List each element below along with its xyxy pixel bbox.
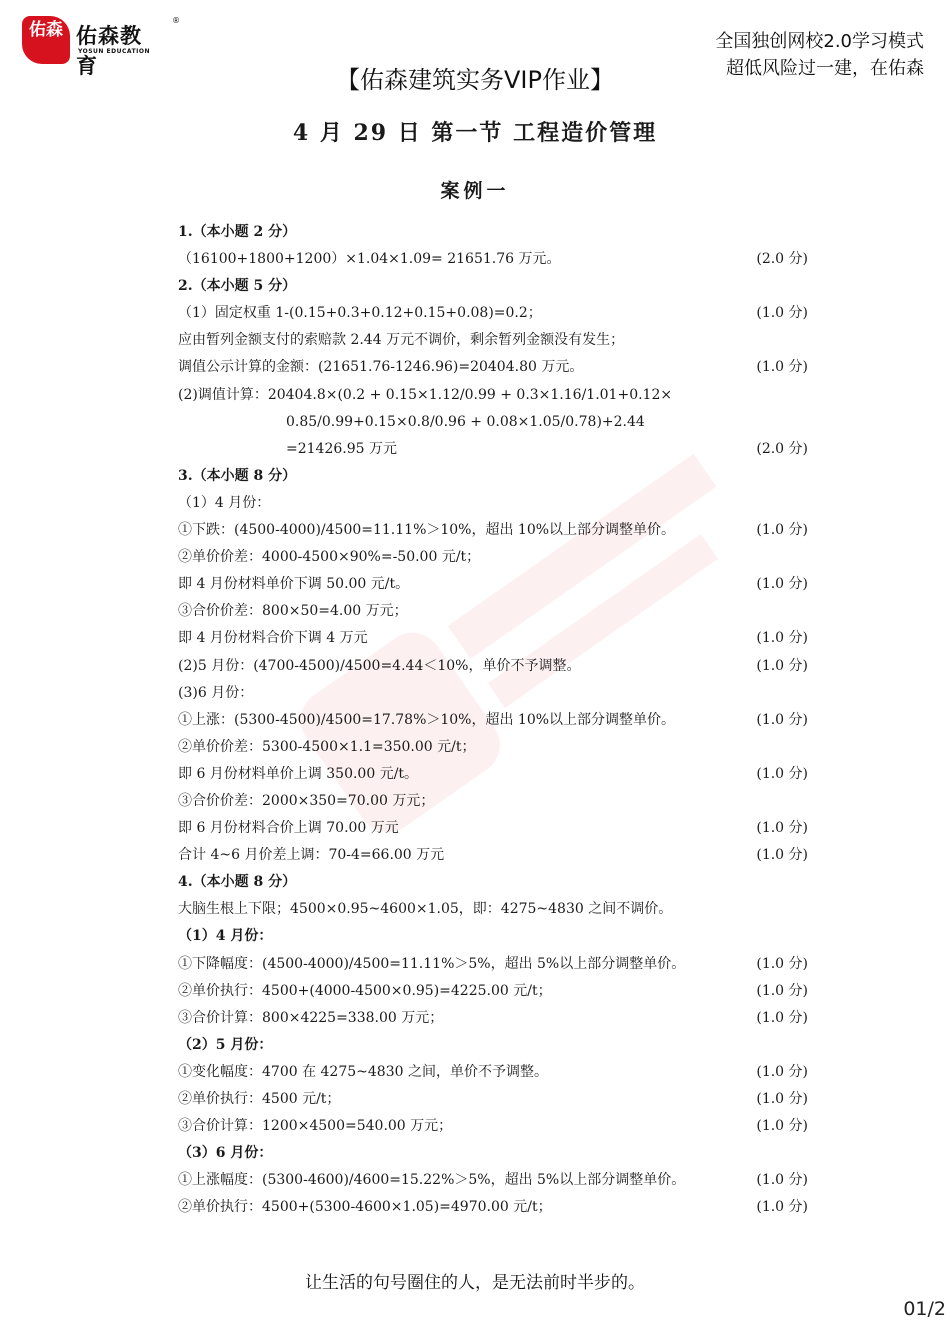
- line-text: ②单价执行：4500+(4000-4500×0.95)=4225.00 元/t；: [178, 982, 552, 999]
- answer-line: [178, 625, 818, 652]
- line-score: (1.0 分): [756, 1063, 808, 1080]
- brand-name-en: YOSUN EDUCATION: [78, 48, 151, 55]
- line-score: (1.0 分): [756, 1118, 808, 1135]
- line-text: ②单价执行：4500 元/t；: [178, 1091, 341, 1107]
- answer-line: [178, 463, 818, 490]
- line-text: （1）4 月份：: [178, 928, 273, 945]
- slogan-line-1: 全国独创网校2.0学习模式: [715, 31, 924, 52]
- line-text: (3)6 月份：: [178, 684, 254, 701]
- answer-line: [178, 842, 818, 869]
- line-score: (1.0 分): [756, 1199, 808, 1216]
- brand-logo: [22, 16, 180, 78]
- brand-name: 佑森教育: [76, 24, 142, 78]
- line-text: 合计 4~6 月价差上调：70-4=66.00 万元: [178, 847, 445, 864]
- line-text: ②单价执行：4500+(5300-4600×1.05)=4970.00 元/t；: [178, 1199, 552, 1216]
- answer-line: [178, 761, 818, 788]
- line-score: (2.0 分): [756, 440, 808, 457]
- line-text: （16100+1800+1200）×1.04×1.09= 21651.76 万元。: [178, 251, 561, 268]
- page-number: 01/2: [903, 1298, 946, 1320]
- answer-line: [178, 680, 818, 707]
- line-text: =21426.95 万元: [286, 440, 397, 457]
- line-text: ③合价计算：1200×4500=540.00 万元；: [178, 1118, 453, 1135]
- line-text: 0.85/0.99+0.15×0.8/0.96 + 0.08×1.05/0.78)+2.44: [286, 413, 645, 430]
- line-text: 1.（本小题 2 分）: [178, 224, 297, 240]
- line-score: (1.0 分): [756, 820, 808, 837]
- line-text: 调值公示计算的金额：(21651.76-1246.96)=20404.80 万元。: [178, 359, 584, 376]
- line-score: (1.0 分): [756, 1172, 808, 1189]
- answer-line: [178, 246, 818, 273]
- answer-line: [178, 951, 818, 978]
- line-text: ③合价计算：800×4225=338.00 万元；: [178, 1009, 444, 1026]
- line-text: （1）固定权重 1-(0.15+0.3+0.12+0.15+0.08)=0.2；: [178, 305, 542, 322]
- line-text: ③合价价差：2000×350=70.00 万元；: [178, 792, 435, 809]
- line-text: （3）6 月份：: [178, 1145, 273, 1162]
- footer-quote: 让生活的句号圈住的人，是无法前时半步的。: [305, 1273, 645, 1293]
- line-text: 即 6 月份材料合价上调 70.00 万元: [178, 820, 399, 837]
- line-text: 2.（本小题 5 分）: [178, 278, 297, 295]
- answer-line: [178, 788, 818, 815]
- line-score: (1.0 分): [756, 522, 808, 539]
- line-score: (1.0 分): [756, 711, 808, 728]
- answer-line: [178, 1032, 818, 1059]
- answer-line: [178, 1005, 818, 1032]
- line-score: (1.0 分): [756, 1091, 808, 1107]
- answer-line: [178, 923, 818, 950]
- answer-line: [178, 409, 818, 436]
- line-text: (2)调值计算：20404.8×(0.2 + 0.15×1.12/0.99 + 0.3×1.16/1.01+0.12×: [178, 386, 673, 403]
- line-score: (2.0 分): [756, 251, 808, 268]
- answer-line: [178, 300, 818, 327]
- line-score: (1.0 分): [756, 305, 808, 322]
- answer-line: [178, 1086, 818, 1113]
- answer-line: [178, 490, 818, 517]
- page-title: 【佑森建筑实务VIP作业】: [336, 66, 614, 94]
- line-text: 即 4 月份材料合价下调 4 万元: [178, 630, 368, 647]
- answer-line: [178, 219, 818, 246]
- line-text: ①变化幅度：4700 在 4275~4830 之间，单价不予调整。: [178, 1063, 548, 1080]
- answer-line: [178, 978, 818, 1005]
- answer-line: [178, 571, 818, 598]
- line-text: ③合价价差：800×50=4.00 万元；: [178, 603, 408, 620]
- answer-line: [178, 1113, 818, 1140]
- line-text: （2）5 月份：: [178, 1036, 273, 1053]
- line-text: ②单价价差：4000-4500×90%=-50.00 元/t；: [178, 549, 481, 566]
- line-text: 4.（本小题 8 分）: [178, 874, 297, 891]
- line-text: ②单价价差：5300-4500×1.1=350.00 元/t；: [178, 738, 476, 755]
- line-score: (1.0 分): [756, 576, 808, 593]
- answer-line: [178, 598, 818, 625]
- answer-line: [178, 896, 818, 923]
- line-score: (1.0 分): [756, 955, 808, 972]
- line-score: (1.0 分): [756, 847, 808, 864]
- answer-line: [178, 436, 818, 463]
- line-text: 3.（本小题 8 分）: [178, 467, 297, 484]
- answer-body: [178, 219, 818, 1221]
- answer-line: [178, 273, 818, 300]
- answer-line: [178, 517, 818, 544]
- answer-line: [178, 1059, 818, 1086]
- line-text: ①下降幅度：(4500-4000)/4500=11.11%＞5%，超出 5%以上部分调整单价。: [178, 955, 686, 972]
- answer-line: [178, 327, 818, 354]
- answer-line: [178, 544, 818, 571]
- answer-line: [178, 354, 818, 381]
- line-text: 即 6 月份材料单价上调 350.00 元/t。: [178, 765, 419, 782]
- line-text: 即 4 月份材料单价下调 50.00 元/t。: [178, 576, 410, 593]
- line-score: (1.0 分): [756, 982, 808, 999]
- line-text: 大脑生根上下限；4500×0.95~4600×1.05，即：4275~4830 之间不调价。: [178, 901, 673, 918]
- answer-line: [178, 1167, 818, 1194]
- line-score: (1.0 分): [756, 1009, 808, 1026]
- answer-line: [178, 1140, 818, 1167]
- answer-line: [178, 653, 818, 680]
- answer-line: [178, 815, 818, 842]
- line-text: ①下跌：(4500-4000)/4500=11.11%＞10%，超出 10%以上部分调整单价。: [178, 522, 676, 539]
- slogan-line-2: 超低风险过一建，在佑森: [726, 58, 924, 79]
- line-score: (1.0 分): [756, 657, 808, 674]
- answer-line: [178, 382, 818, 409]
- line-score: (1.0 分): [756, 359, 808, 376]
- line-text: ①上涨幅度：(5300-4600)/4600=15.22%＞5%，超出 5%以上部分调整单价。: [178, 1172, 686, 1189]
- answer-line: [178, 707, 818, 734]
- case-title: 案例一: [440, 180, 510, 202]
- section-subtitle: 4 月 29 日 第一节 工程造价管理: [292, 120, 658, 146]
- line-score: (1.0 分): [756, 630, 808, 647]
- answer-line: [178, 869, 818, 896]
- registered-icon: ®: [172, 16, 180, 25]
- line-text: 应由暂列金额支付的索赔款 2.44 万元不调价，剩余暂列金额没有发生；: [178, 332, 625, 349]
- line-score: (1.0 分): [756, 765, 808, 782]
- line-text: （1）4 月份：: [178, 494, 271, 511]
- logo-mark: 佑森: [22, 16, 70, 64]
- answer-line: [178, 734, 818, 761]
- line-text: ①上涨：(5300-4500)/4500=17.78%＞10%，超出 10%以上部分调整单价。: [178, 711, 676, 728]
- line-text: (2)5 月份：(4700-4500)/4500=4.44＜10%，单价不予调整。: [178, 657, 581, 674]
- answer-line: [178, 1194, 818, 1221]
